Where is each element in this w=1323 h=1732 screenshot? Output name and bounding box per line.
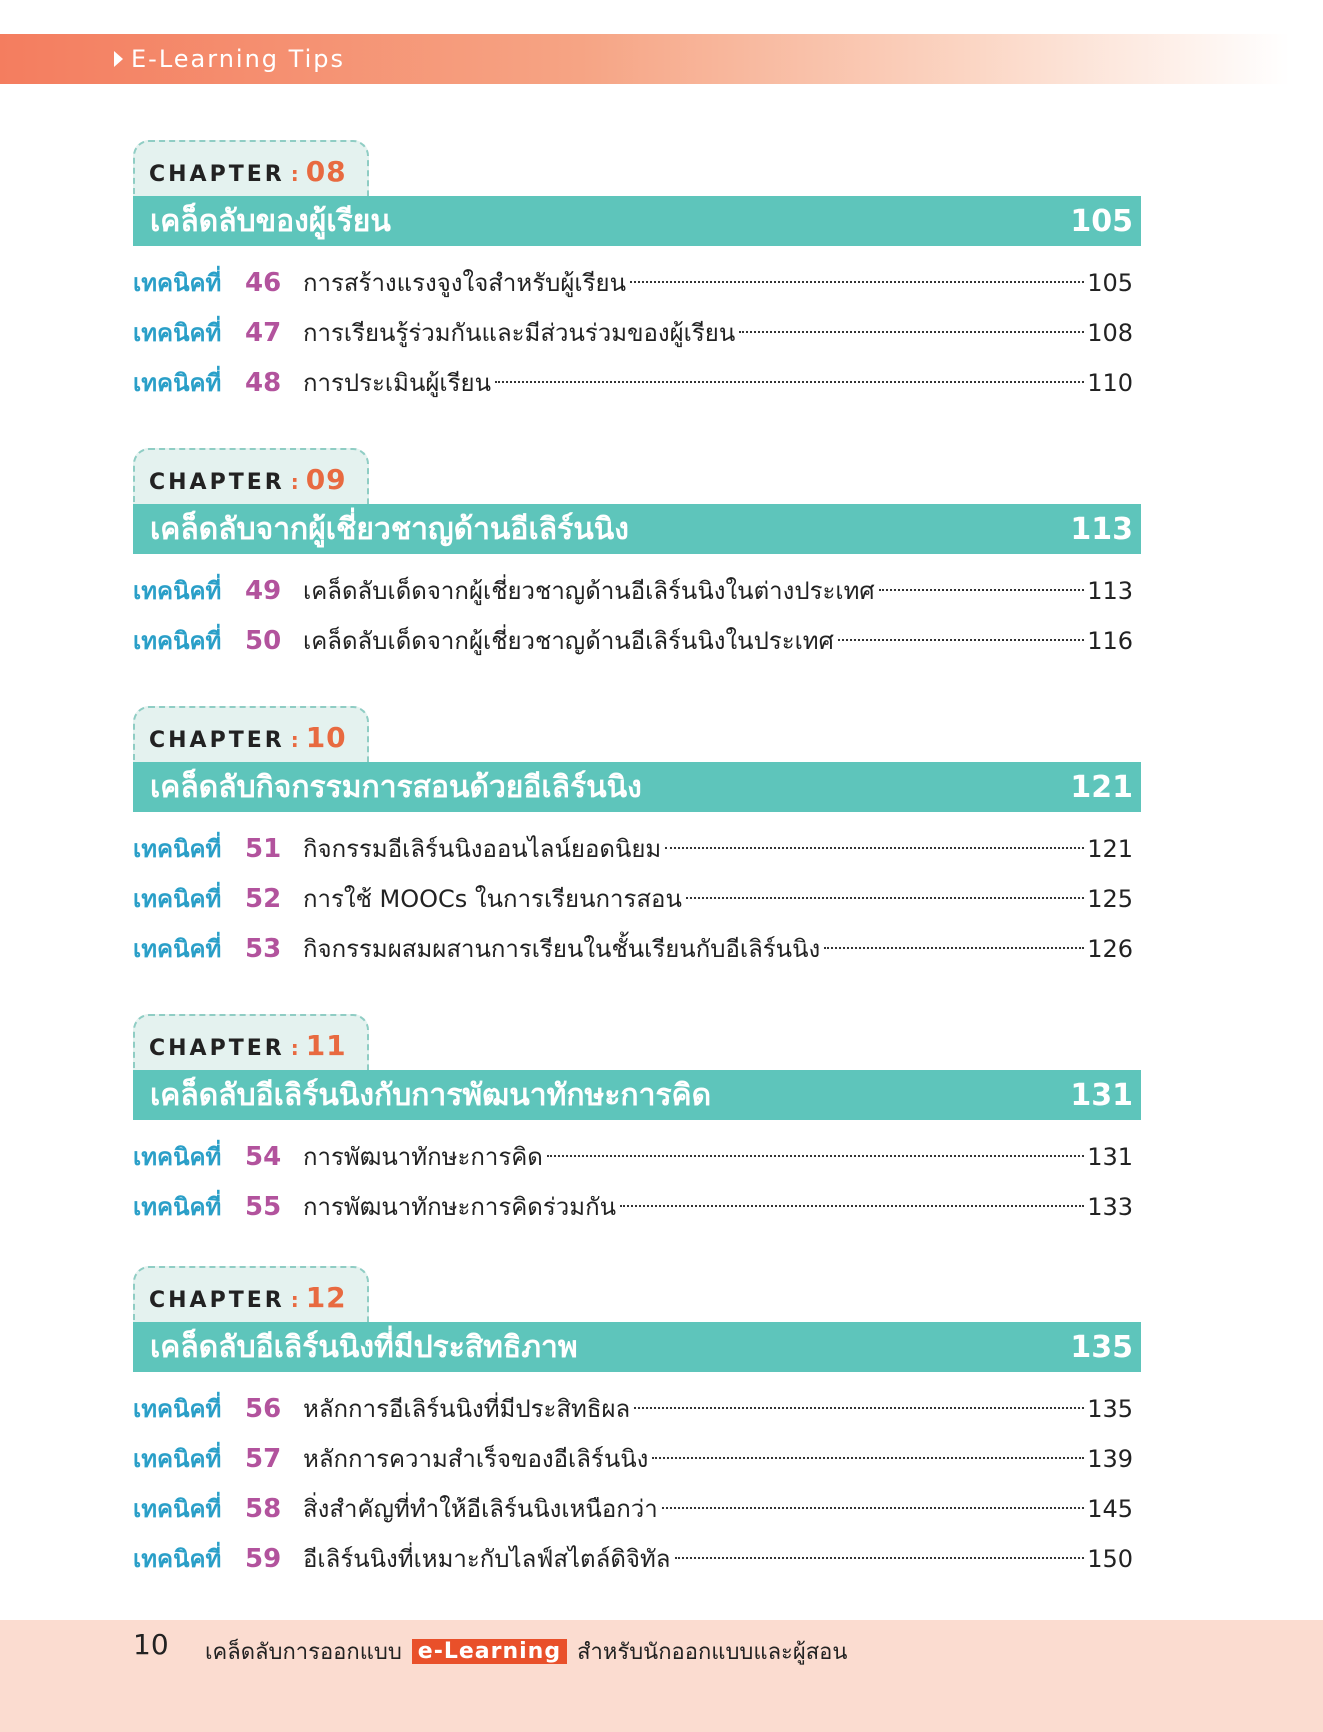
chapter-tab: CHAPTER : 09: [133, 448, 369, 504]
footer-highlight: e-Learning: [412, 1639, 567, 1664]
toc-entry-59[interactable]: [133, 1534, 1141, 1584]
chapter-label: CHAPTER: [149, 470, 285, 495]
entry-page: 113: [1087, 577, 1133, 605]
dot-leader: [630, 281, 1084, 283]
toc-entry-50[interactable]: [133, 616, 1141, 666]
technique-number: 47: [245, 318, 282, 348]
technique-prefix: เทคนิคที่: [133, 577, 222, 605]
entry-page: 133: [1087, 1193, 1133, 1221]
technique-number: 50: [245, 626, 282, 656]
footer-text-before: เคล็ดลับการออกแบบ: [205, 1640, 402, 1665]
entry-page: 135: [1087, 1395, 1133, 1423]
chapter-tab: CHAPTER : 11: [133, 1014, 369, 1070]
entry-page: 131: [1087, 1143, 1133, 1171]
toc-entry-57[interactable]: [133, 1434, 1141, 1484]
technique-prefix: เทคนิคที่: [133, 935, 222, 963]
technique-number: 53: [245, 934, 282, 964]
toc-entry-46[interactable]: [133, 258, 1141, 308]
chapter-number: 11: [305, 1029, 347, 1062]
chapter-10: [133, 706, 1141, 974]
footer-text-after: สำหรับนักออกแบบและผู้สอน: [577, 1640, 848, 1665]
entry-page: 145: [1087, 1495, 1133, 1523]
entry-title: หลักการอีเลิร์นนิงที่มีประสิทธิผล: [303, 1395, 631, 1423]
entry-title: การใช้ MOOCs ในการเรียนการสอน: [303, 885, 682, 913]
entry-title: กิจกรรมผสมผสานการเรียนในชั้นเรียนกับอีเลิร์นนิง: [303, 935, 821, 963]
chapter-11: [133, 1014, 1141, 1232]
technique-prefix: เทคนิคที่: [133, 269, 222, 297]
running-header: [0, 34, 1290, 84]
toc-entry-52[interactable]: [133, 874, 1141, 924]
dot-leader: [547, 1155, 1084, 1157]
dot-leader: [824, 947, 1084, 949]
technique-prefix: เทคนิคที่: [133, 1545, 222, 1573]
entry-title: การเรียนรู้ร่วมกันและมีส่วนร่วมของผู้เรียน: [303, 319, 736, 347]
entry-title: การพัฒนาทักษะการคิด: [303, 1143, 543, 1171]
technique-prefix: เทคนิคที่: [133, 835, 222, 863]
entry-title: การพัฒนาทักษะการคิดร่วมกัน: [303, 1193, 617, 1221]
table-of-contents: [133, 140, 1141, 1584]
entry-page: 126: [1087, 935, 1133, 963]
chapter-label: CHAPTER: [149, 1288, 285, 1313]
entry-title: เคล็ดลับเด็ดจากผู้เชี่ยวชาญด้านอีเลิร์นนิงในต่างประเทศ: [303, 577, 875, 605]
chapter-number: 12: [305, 1281, 347, 1314]
chapter-title: เคล็ดลับของผู้เรียน: [150, 203, 391, 239]
running-header-title: E-Learning Tips: [131, 45, 345, 73]
footer-book-title: [205, 1634, 847, 1669]
entry-page: 139: [1087, 1445, 1133, 1473]
toc-entry-48[interactable]: [133, 358, 1141, 408]
chapter-title-bar[interactable]: [133, 1070, 1141, 1120]
dot-leader: [879, 589, 1085, 591]
technique-number: 49: [245, 576, 282, 606]
entry-title: การประเมินผู้เรียน: [303, 369, 491, 397]
technique-prefix: เทคนิคที่: [133, 1193, 222, 1221]
toc-entry-51[interactable]: [133, 824, 1141, 874]
toc-entry-53[interactable]: [133, 924, 1141, 974]
toc-entry-56[interactable]: [133, 1384, 1141, 1434]
technique-prefix: เทคนิคที่: [133, 1445, 222, 1473]
technique-prefix: เทคนิคที่: [133, 1395, 222, 1423]
technique-number: 52: [245, 884, 282, 914]
chapter-number: 09: [305, 463, 347, 496]
chapter-title: เคล็ดลับอีเลิร์นนิงที่มีประสิทธิภาพ: [150, 1329, 578, 1365]
toc-entry-49[interactable]: [133, 566, 1141, 616]
toc-entry-54[interactable]: [133, 1132, 1141, 1182]
entry-title: เคล็ดลับเด็ดจากผู้เชี่ยวชาญด้านอีเลิร์นนิงในประเทศ: [303, 627, 834, 655]
entry-page: 110: [1087, 369, 1133, 397]
technique-prefix: เทคนิคที่: [133, 627, 222, 655]
chapter-title-bar[interactable]: [133, 504, 1141, 554]
chapter-title: เคล็ดลับจากผู้เชี่ยวชาญด้านอีเลิร์นนิง: [150, 511, 629, 547]
technique-number: 48: [245, 368, 282, 398]
technique-prefix: เทคนิคที่: [133, 369, 222, 397]
chapter-12: [133, 1266, 1141, 1584]
dot-leader: [838, 639, 1084, 641]
entry-title: สิ่งสำคัญที่ทำให้อีเลิร์นนิงเหนือกว่า: [303, 1495, 658, 1523]
chapter-title: เคล็ดลับอีเลิร์นนิงกับการพัฒนาทักษะการคิด: [150, 1077, 712, 1113]
chapter-page: 131: [1070, 1077, 1133, 1113]
dot-leader: [665, 847, 1084, 849]
chapter-tab: CHAPTER : 12: [133, 1266, 369, 1322]
chapter-label: CHAPTER: [149, 1036, 285, 1061]
entry-title: การสร้างแรงจูงใจสำหรับผู้เรียน: [303, 269, 626, 297]
dot-leader: [675, 1557, 1085, 1559]
technique-number: 54: [245, 1142, 282, 1172]
page-number: 10: [133, 1628, 169, 1661]
technique-number: 56: [245, 1394, 282, 1424]
entry-page: 121: [1087, 835, 1133, 863]
dot-leader: [634, 1407, 1084, 1409]
entry-page: 125: [1087, 885, 1133, 913]
entry-page: 116: [1087, 627, 1133, 655]
technique-prefix: เทคนิคที่: [133, 1495, 222, 1523]
chapter-tab: CHAPTER : 08: [133, 140, 369, 196]
toc-entry-58[interactable]: [133, 1484, 1141, 1534]
entry-title: กิจกรรมอีเลิร์นนิงออนไลน์ยอดนิยม: [303, 835, 662, 863]
technique-number: 58: [245, 1494, 282, 1524]
chapter-page: 105: [1070, 203, 1133, 239]
chapter-page: 135: [1070, 1329, 1133, 1365]
technique-number: 57: [245, 1444, 282, 1474]
page-footer: [0, 1620, 1323, 1732]
chapter-number: 08: [305, 155, 347, 188]
entry-page: 105: [1087, 269, 1133, 297]
chapter-page: 113: [1070, 511, 1133, 547]
chapter-page: 121: [1070, 769, 1133, 805]
chapter-label: CHAPTER: [149, 728, 285, 753]
technique-prefix: เทคนิคที่: [133, 1143, 222, 1171]
dot-leader: [652, 1457, 1084, 1459]
entry-page: 108: [1087, 319, 1133, 347]
entry-page: 150: [1087, 1545, 1133, 1573]
dot-leader: [495, 381, 1084, 383]
dot-leader: [739, 331, 1084, 333]
triangle-bullet-icon: [114, 51, 123, 67]
entry-title: อีเลิร์นนิงที่เหมาะกับไลฟ์สไตล์ดิจิทัล: [303, 1545, 671, 1573]
technique-number: 51: [245, 834, 282, 864]
chapter-title: เคล็ดลับกิจกรรมการสอนด้วยอีเลิร์นนิง: [150, 769, 642, 805]
technique-prefix: เทคนิคที่: [133, 319, 222, 347]
chapter-title-bar[interactable]: [133, 762, 1141, 812]
technique-number: 59: [245, 1544, 282, 1574]
technique-prefix: เทคนิคที่: [133, 885, 222, 913]
chapter-title-bar[interactable]: [133, 1322, 1141, 1372]
technique-number: 55: [245, 1192, 282, 1222]
chapter-09: [133, 448, 1141, 666]
chapter-08: [133, 140, 1141, 408]
chapter-tab: CHAPTER : 10: [133, 706, 369, 762]
dot-leader: [620, 1205, 1084, 1207]
entry-title: หลักการความสำเร็จของอีเลิร์นนิง: [303, 1445, 649, 1473]
toc-entry-47[interactable]: [133, 308, 1141, 358]
dot-leader: [686, 897, 1084, 899]
chapter-title-bar[interactable]: [133, 196, 1141, 246]
dot-leader: [662, 1507, 1084, 1509]
chapter-number: 10: [305, 721, 347, 754]
chapter-label: CHAPTER: [149, 162, 285, 187]
technique-number: 46: [245, 268, 282, 298]
toc-entry-55[interactable]: [133, 1182, 1141, 1232]
